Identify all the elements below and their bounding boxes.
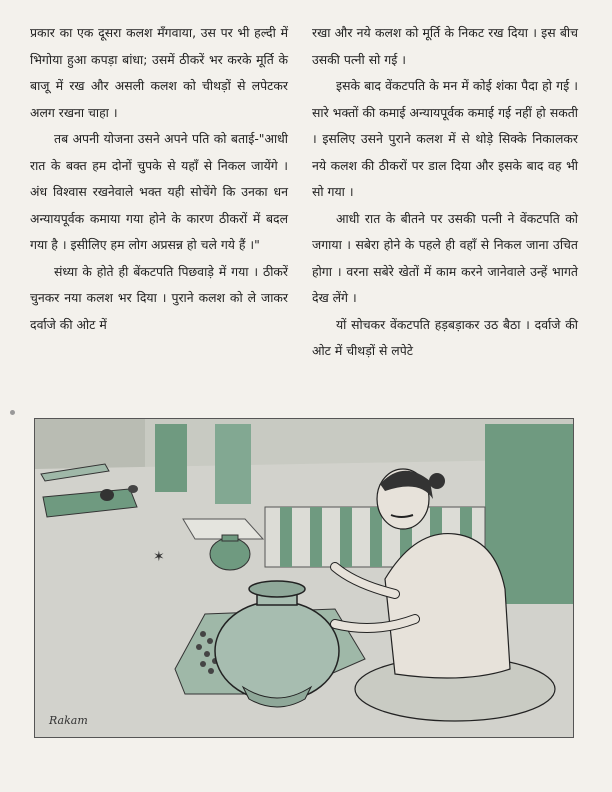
right-paragraph-3: आधी रात के बीतने पर उसकी पत्नी ने वेंकटपति को जगाया । सबेरा होने के पहले ही वहाँ से निकल जाना उचित होगा । वरना सबेरे खेतों में काम करने जानेवाले उन्हें भागते देख लेंगे ।	[312, 210, 578, 305]
right-paragraph-1: रखा और नये कलश को मूर्ति के निकट रख दिया । इस बीच उसकी पत्नी सो गई ।	[312, 25, 578, 67]
star-mark: ✶	[153, 549, 165, 565]
margin-mark	[10, 410, 15, 415]
story-illustration	[34, 418, 574, 738]
left-column	[30, 20, 288, 338]
wall-panel-green	[155, 424, 187, 492]
illustration-drawing	[35, 419, 573, 737]
right-column	[312, 20, 578, 365]
side-room	[35, 419, 145, 469]
left-paragraph-3: संध्या के होते ही बेंकटपति पिछवाड़े में गया । ठीकरें चुनकर नया कलश भर दिया । पुराने कलश को ले जाकर दर्वाजे की ओट में	[30, 263, 288, 332]
left-paragraph-1: प्रकार का एक दूसरा कलश मँगवाया, उस पर भी हल्दी में भिगोया हुआ कपड़ा बांधा; उसमें ठीकरें भर करके मूर्ति के बाजू में रख और असली कलश को चीथड़ों से लपेटकर अलग रखना चाहा ।	[30, 25, 288, 120]
left-paragraph-2: तब अपनी योजना उसने अपने पति को बताई-"आधी रात के बक्त हम दोनों चुपके से यहाँ से निकल जायेंगे । अंध विश्वास रखनेवाले भक्त यही सोचेंगे कि उनका धन अन्यायपूर्वक कमाया गया होने के कारण ठीकरों में बदल गया है । इसीलिए हम लोग अप्रसन्न हो चले गये हैं ।"	[30, 131, 288, 252]
right-paragraph-2: इसके बाद वेंकटपति के मन में कोई शंका पैदा हो गई । सारे भक्तों की कमाई अन्यायपूर्वक कमाई गई नहीं हो सकती । इसलिए उसने पुराने कलश में से थोड़े सिक्के निकालकर नये कलश की ठीकरों पर डाल दिया और इसके बाद वह भी सो गया ।	[312, 78, 578, 199]
small-pot	[128, 485, 138, 493]
doorway	[215, 424, 251, 504]
artist-signature: Rakam	[49, 714, 88, 727]
right-paragraph-4: यों सोचकर वेंकटपति हड़बड़ाकर उठ बैठा । दर्वाजे की ओट में चीथड़ों से लपेटे	[312, 316, 578, 358]
